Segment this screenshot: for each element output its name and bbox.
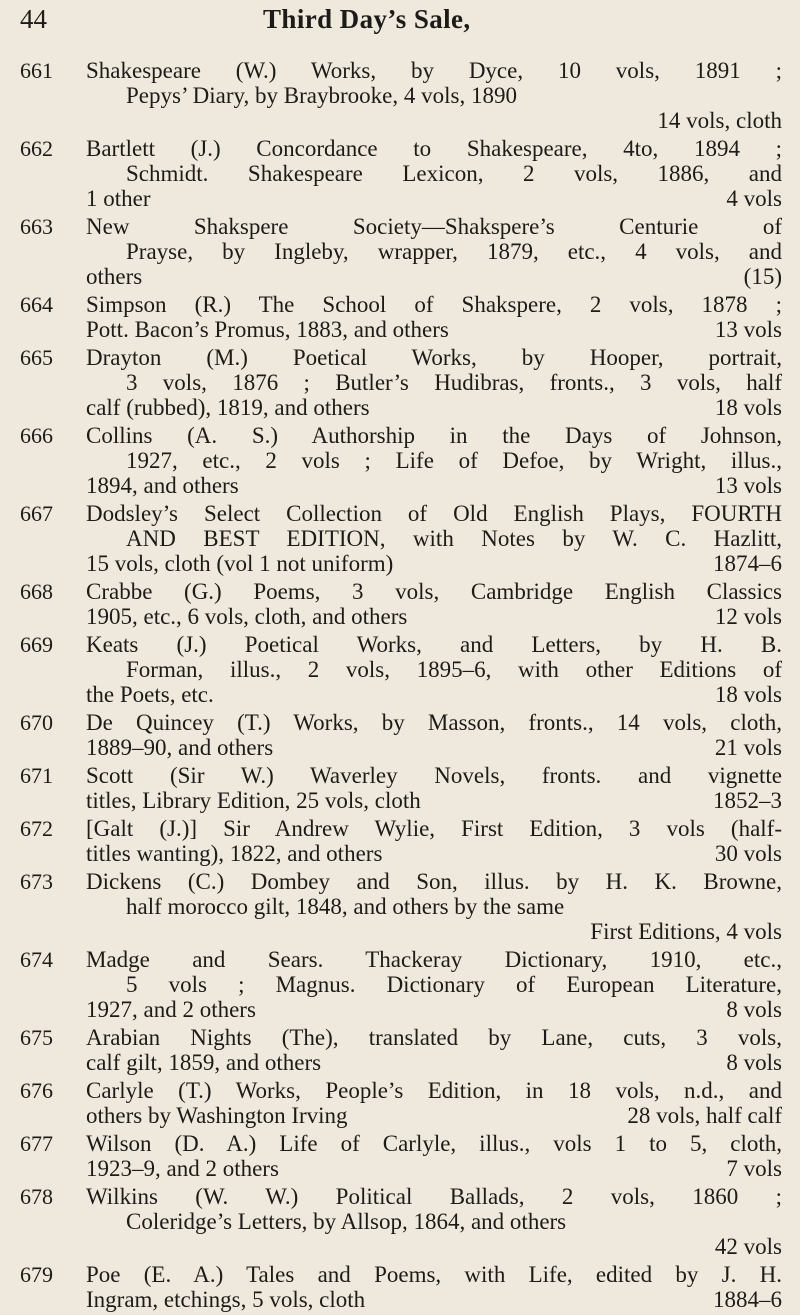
lot-number: 664 [20,292,53,317]
lot-quantity: 18 vols [714,682,782,707]
lot-quantity: 7 vols [726,1156,782,1181]
lot-line: Arabian Nights (The), translated by Lane, cuts, 3 vols, [86,1025,782,1050]
lot-line: Schmidt. Shakespeare Lexicon, 2 vols, 1886, and [126,161,782,186]
lot-description [86,947,782,1022]
lot-line: Poe (E. A.) Tales and Poems, with Life, edited by J. H. [86,1262,782,1287]
lot-entry [0,423,800,498]
lot-number: 665 [20,345,53,370]
lot-number: 678 [20,1184,53,1209]
lot-line-text: 15 vols, cloth (vol 1 not uniform) [86,551,394,576]
lot-line [86,395,782,420]
lot-line-text: Pott. Bacon’s Promus, 1883, and others [86,317,449,342]
lot-number: 671 [20,763,53,788]
lot-line [86,186,782,211]
lot-line: Pepys’ Diary, by Braybrooke, 4 vols, 1890 [126,83,517,108]
lot-description [86,423,782,498]
lot-line [86,317,782,342]
lot-quantity: (15) [743,264,782,289]
lot-line: 1927, etc., 2 vols ; Life of Defoe, by Wright, illus., [126,448,782,473]
lot-line: Forman, illus., 2 vols, 1895–6, with other Editions of [126,657,782,682]
lot-line-text: titles, Library Edition, 25 vols, cloth [86,788,421,813]
lot-number: 675 [20,1025,53,1050]
lot-line [86,604,782,629]
lot-description [86,632,782,707]
lot-line: Drayton (M.) Poetical Works, by Hooper, portrait, [86,345,782,370]
lot-entry [0,947,800,1022]
lot-quantity: 8 vols [726,1050,782,1075]
lot-number: 672 [20,816,53,841]
lot-number: 677 [20,1131,53,1156]
lot-line: AND BEST EDITION, with Notes by W. C. Hazlitt, [126,526,782,551]
lot-line: Collins (A. S.) Authorship in the Days of Johnson, [86,423,782,448]
lot-description [86,1025,782,1075]
lot-description [86,345,782,420]
lot-line-text: calf gilt, 1859, and others [86,1050,322,1075]
lot-description [86,1131,782,1181]
lot-line: Simpson (R.) The School of Shakspere, 2 vols, 1878 ; [86,292,782,317]
lot-line: Coleridge’s Letters, by Allsop, 1864, and others [126,1209,567,1234]
lot-entry [0,1131,800,1181]
lot-quantity: 13 vols [714,473,782,498]
lot-line: 3 vols, 1876 ; Butler’s Hudibras, fronts., 3 vols, half [126,370,782,395]
lot-quantity: 13 vols [714,317,782,342]
lot-quantity: 8 vols [726,997,782,1022]
lot-line: [Galt (J.)] Sir Andrew Wylie, First Edition, 3 vols (half- [86,816,782,841]
lot-entry [0,292,800,342]
lot-line: Carlyle (T.) Works, People’s Edition, in 18 vols, n.d., and [86,1078,782,1103]
lot-line [86,997,782,1022]
lot-line [86,1103,782,1128]
lot-description [86,1262,782,1312]
lot-line-text: 1927, and 2 others [86,997,256,1022]
lot-entry [0,579,800,629]
lot-description [86,763,782,813]
lot-description [86,1078,782,1128]
lot-line [86,841,782,866]
lot-quantity: 4 vols [726,186,782,211]
lot-number: 662 [20,136,53,161]
lot-number: 667 [20,501,53,526]
lot-description [86,292,782,342]
lot-line-text: the Poets, etc. [86,682,214,707]
lot-entry [0,1184,800,1259]
lot-description [86,869,782,944]
lot-entry [0,763,800,813]
lot-list [0,58,800,1315]
lot-number: 670 [20,710,53,735]
lot-line: Wilkins (W. W.) Political Ballads, 2 vols, 1860 ; [86,1184,782,1209]
lot-line: 42 vols [714,1234,782,1259]
lot-entry [0,816,800,866]
lot-number: 676 [20,1078,53,1103]
lot-line-text: 1 other [86,186,151,211]
lot-line: New Shakspere Society—Shakspere’s Centurie of [86,214,782,239]
lot-line: Madge and Sears. Thackeray Dictionary, 1910, etc., [86,947,782,972]
lot-line-text: titles wanting), 1822, and others [86,841,383,866]
lot-number: 669 [20,632,53,657]
lot-entry [0,632,800,707]
lot-description [86,501,782,576]
lot-line: half morocco gilt, 1848, and others by the same [126,894,565,919]
lot-quantity: 12 vols [714,604,782,629]
lot-description [86,214,782,289]
lot-entry [0,1262,800,1312]
lot-entry [0,345,800,420]
lot-line-text: Ingram, etchings, 5 vols, cloth [86,1287,366,1312]
lot-line [86,735,782,760]
lot-description [86,136,782,211]
lot-line: Wilson (D. A.) Life of Carlyle, illus., vols 1 to 5, cloth, [86,1131,782,1156]
lot-line [86,1050,782,1075]
lot-quantity: 28 vols, half calf [627,1103,782,1128]
lot-line-text: 1894, and others [86,473,239,498]
lot-number: 668 [20,579,53,604]
lot-quantity: 21 vols [714,735,782,760]
lot-line: Dickens (C.) Dombey and Son, illus. by H. K. Browne, [86,869,782,894]
lot-description [86,579,782,629]
lot-quantity: 1874–6 [713,551,782,576]
lot-entry [0,710,800,760]
lot-line-text: 1923–9, and 2 others [86,1156,279,1181]
lot-line: Bartlett (J.) Concordance to Shakespeare, 4to, 1894 ; [86,136,782,161]
lot-line: Shakespeare (W.) Works, by Dyce, 10 vols, 1891 ; [86,58,782,83]
running-title: Third Day’s Sale, [263,4,471,34]
lot-line-text: others by Washington Irving [86,1103,348,1128]
lot-number: 661 [20,58,53,83]
lot-entry [0,869,800,944]
lot-line: Crabbe (G.) Poems, 3 vols, Cambridge English Classics [86,579,782,604]
lot-quantity: 30 vols [714,841,782,866]
lot-line: First Editions, 4 vols [590,919,782,944]
lot-line-text: calf (rubbed), 1819, and others [86,395,370,420]
lot-line [86,551,782,576]
lot-description [86,58,782,133]
lot-number: 666 [20,423,53,448]
lot-line: De Quincey (T.) Works, by Masson, fronts., 14 vols, cloth, [86,710,782,735]
lot-line [86,1156,782,1181]
page-header [0,4,800,48]
lot-line: Keats (J.) Poetical Works, and Letters, by H. B. [86,632,782,657]
lot-description [86,816,782,866]
lot-line [86,1287,782,1312]
lot-number: 679 [20,1262,53,1287]
lot-line: Prayse, by Ingleby, wrapper, 1879, etc., 4 vols, and [126,239,782,264]
lot-quantity: 18 vols [714,395,782,420]
lot-line [86,682,782,707]
lot-entry [0,1078,800,1128]
lot-number: 673 [20,869,53,894]
page-number: 44 [20,4,47,34]
lot-line-text: 1889–90, and others [86,735,274,760]
lot-entry [0,58,800,133]
lot-description [86,1184,782,1259]
lot-number: 674 [20,947,53,972]
lot-line: 14 vols, cloth [657,108,782,133]
lot-line [86,264,782,289]
lot-line-text: 1905, etc., 6 vols, cloth, and others [86,604,408,629]
lot-quantity: 1884–6 [713,1287,782,1312]
lot-line: Scott (Sir W.) Waverley Novels, fronts. and vignette [86,763,782,788]
lot-line [86,473,782,498]
lot-line-text: others [86,264,143,289]
lot-description [86,710,782,760]
lot-line [86,788,782,813]
lot-line: 5 vols ; Magnus. Dictionary of European Literature, [126,972,782,997]
lot-entry [0,136,800,211]
lot-entry [0,501,800,576]
lot-entry [0,214,800,289]
lot-quantity: 1852–3 [713,788,782,813]
lot-number: 663 [20,214,53,239]
lot-entry [0,1025,800,1075]
lot-line: Dodsley’s Select Collection of Old English Plays, FOURTH [86,501,782,526]
